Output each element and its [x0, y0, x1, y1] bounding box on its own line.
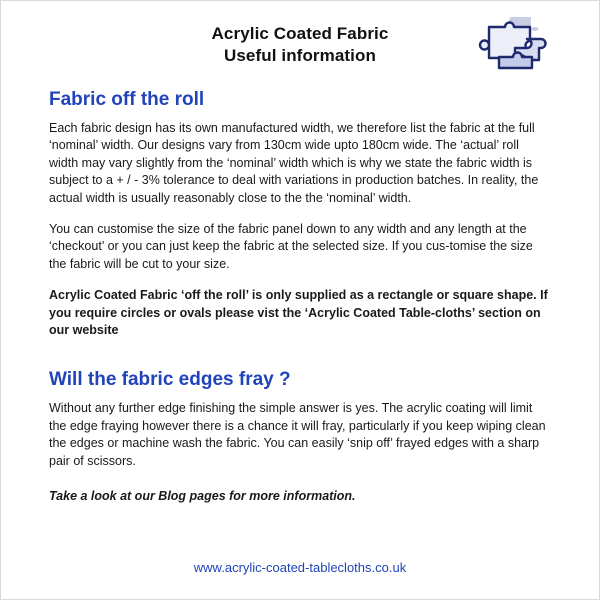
- page-title-line-1: Acrylic Coated Fabric: [211, 24, 389, 43]
- paragraph-blog-callout: Take a look at our Blog pages for more information.: [49, 489, 356, 504]
- website-url-link[interactable]: www.acrylic-coated-tablecloths.co.uk: [193, 560, 407, 575]
- puzzle-pieces-logo-icon: [461, 17, 557, 75]
- paragraph-nominal-width: Each fabric design has its own manufactured width, we therefore list the fabric at the full ‘nominal’ width. Our designs vary from 130cm wide upto 180cm wide. The ‘actual’ roll width may vary slightly from the ‘nominal’ width which is why we state the fabric width is subject to a + / - 3% tolerance to deal with variations in production batches. In reality, the actual width is usually reasonably close to the the ‘nominal’ width.: [49, 121, 539, 205]
- section-heading-edges-fray: Will the fabric edges fray ?: [49, 369, 291, 391]
- paragraph-customise-size: You can customise the size of the fabric panel down to any width and any length at the ‘checkout’ or you can just keep the fabric at the selected size. If you cus-tomise the size the fabric will be cut to your size.: [49, 222, 533, 271]
- document-footer: [1, 559, 599, 577]
- document-header: [1, 1, 599, 67]
- page-title-line-2: Useful information: [224, 46, 376, 65]
- paragraph-fraying: Without any further edge finishing the simple answer is yes. The acrylic coating will limit the edge fraying however there is a chance it will fray, particularly if you keep wiping clean the edges or machine wash the fabric. You can easily ‘snip off’ frayed edges with a sharp pair of scissors.: [49, 401, 546, 468]
- document-body: [1, 89, 599, 506]
- section-heading-fabric-off-the-roll: Fabric off the roll: [49, 89, 205, 110]
- paragraph-shape-note: Acrylic Coated Fabric ‘off the roll’ is only supplied as a rectangle or square shape. If you require circles or ovals please vist the ‘Acrylic Coated Table-cloths’ section on our website: [49, 288, 548, 338]
